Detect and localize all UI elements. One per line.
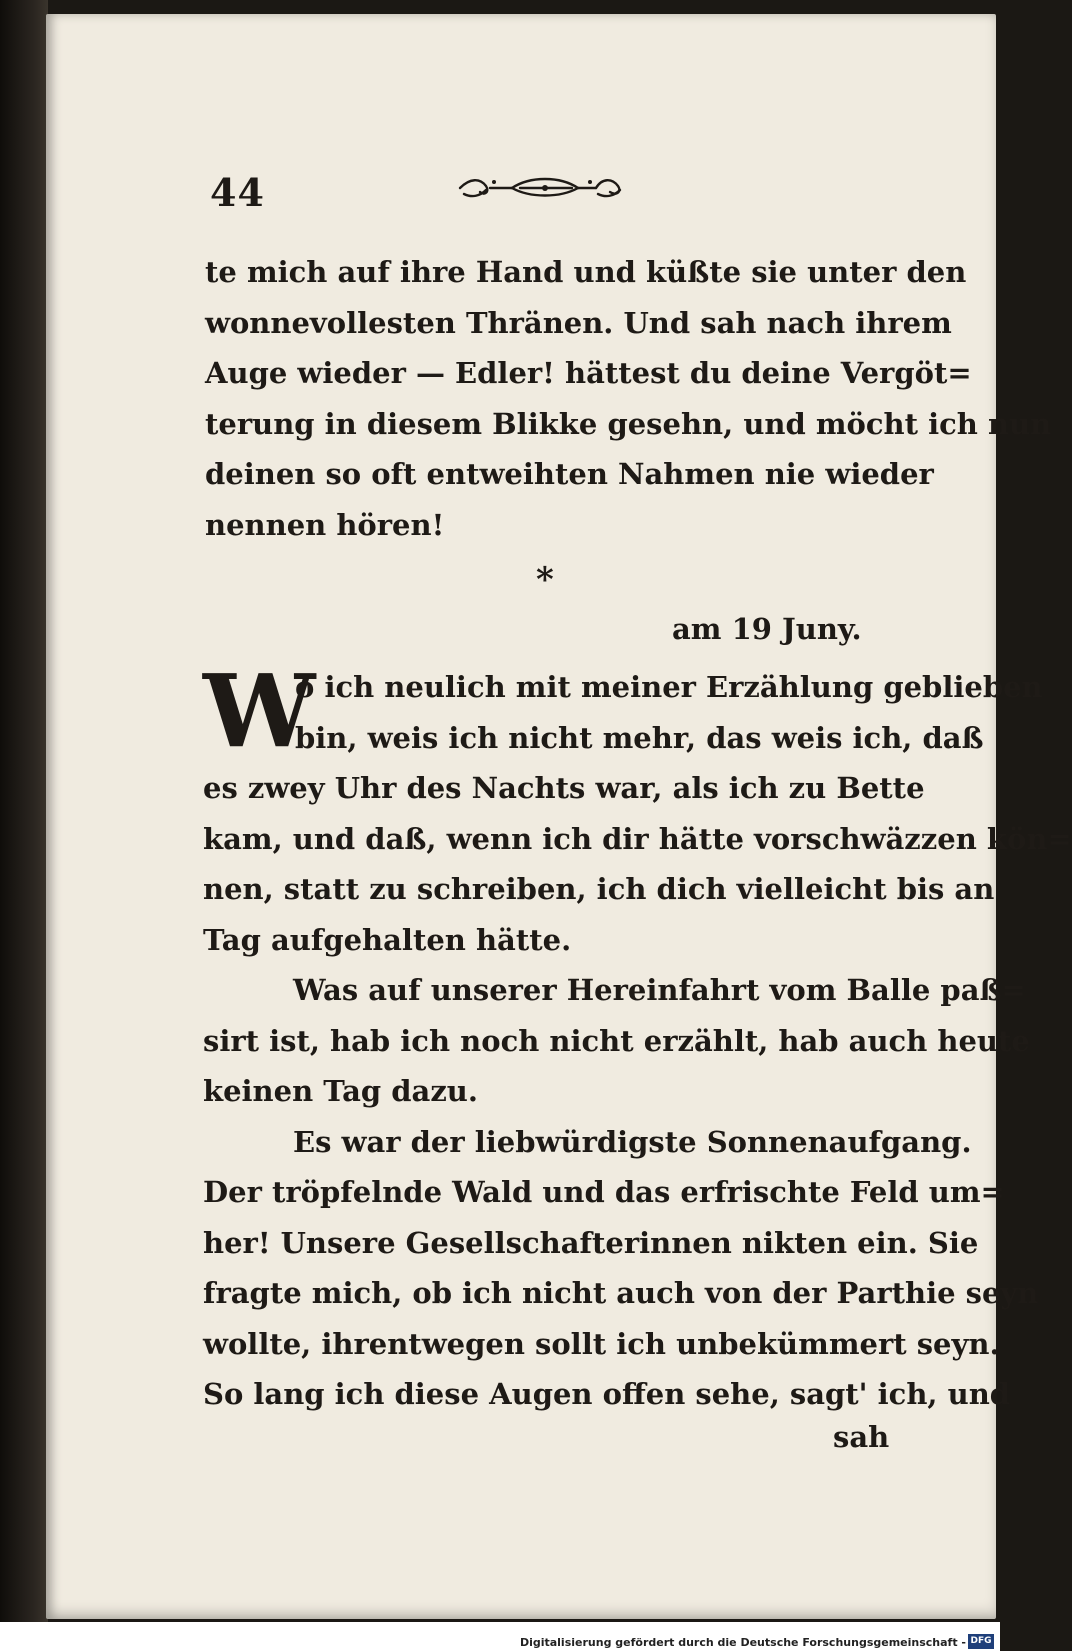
text-line: keinen Tag dazu. <box>203 1074 478 1108</box>
letter-body <box>203 652 1072 1420</box>
text-line: nennen hören! <box>205 507 445 542</box>
footer-credit: Digitalisierung gefördert durch die Deutsche Forschungsgemeinschaft - <box>519 1636 966 1649</box>
text-line: her! Unsere Gesellschafterinnen nikten ein. Sie <box>203 1225 979 1260</box>
text-line: o ich neulich mit meiner Erzählung geblieben <box>295 670 1043 704</box>
drop-cap: W <box>203 652 316 770</box>
text-line: Es war der liebwürdigste Sonnenaufgang. <box>293 1124 972 1159</box>
floral-ornament-icon <box>450 168 630 208</box>
text-line: terung in diesem Blikke gesehn, und möcht ich nun <box>205 406 1052 441</box>
text-line: fragte mich, ob ich nicht auch von der Parthie seyn <box>203 1276 1039 1310</box>
text-line: es zwey Uhr des Nachts war, als ich zu Bette <box>203 771 925 805</box>
text-line: bin, weis ich nicht mehr, das weis ich, daß <box>295 720 984 755</box>
book-binding-edge <box>0 0 48 1651</box>
text-line: nen, statt zu schreiben, ich dich vielleicht bis an <box>203 872 995 906</box>
text-line: deinen so oft entweihten Nahmen nie wieder <box>205 457 934 491</box>
text-line: Was auf unserer Hereinfahrt vom Balle paß= <box>293 973 1026 1007</box>
text-line: te mich auf ihre Hand und küßte sie unter den <box>205 255 967 289</box>
dfg-logo-icon: DFG <box>968 1634 994 1649</box>
paragraph-continued <box>205 247 1052 550</box>
text-line: wollte, ihrentwegen sollt ich unbekümmert seyn. <box>203 1326 1000 1361</box>
text-line: Der tröpfelnde Wald und das erfrischte Feld um= <box>203 1175 1005 1209</box>
catchword: sah <box>833 1420 890 1454</box>
text-line: Tag aufgehalten hätte. <box>203 922 572 957</box>
text-line: kam, und daß, wenn ich dir hätte vorschwäzzen kön= <box>203 821 1072 856</box>
text-line: sirt ist, hab ich noch nicht erzählt, hab auch heute <box>203 1023 1030 1058</box>
text-line: wonnevollesten Thränen. Und sah nach ihrem <box>205 305 952 340</box>
text-line: So lang ich diese Augen offen sehe, sagt' ich, und <box>203 1377 1011 1411</box>
page-number: 44 <box>210 170 265 215</box>
letter-date: am 19 Juny. <box>672 612 862 646</box>
text-line: Auge wieder — Edler! hättest du deine Vergöt= <box>205 356 972 390</box>
section-separator: * <box>536 560 554 600</box>
